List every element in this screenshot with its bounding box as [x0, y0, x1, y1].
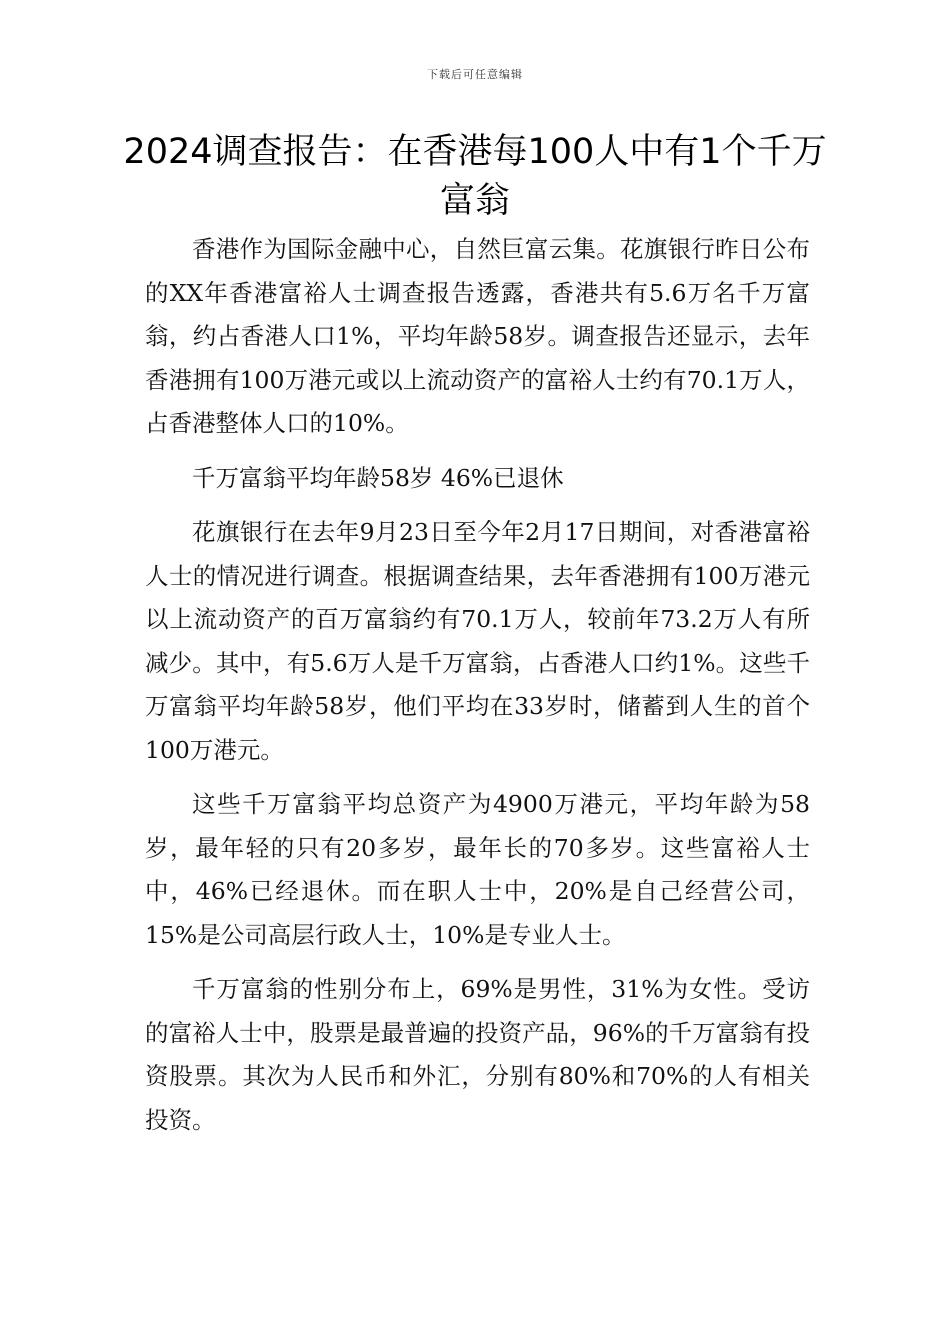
- header-note: 下载后可任意编辑: [427, 68, 523, 81]
- paragraph-survey: 花旗银行在去年9月23日至今年2月17日期间，对香港富裕人士的情况进行调查。根据调查结果，去年香港拥有100万港元以上流动资产的百万富翁约有70.1万人，较前年73.2万人有所减少。其中，有5.6万人是千万富翁，占香港人口约1%。这些千万富翁平均年龄58岁，他们平均在33岁时，储蓄到人生的首个100万港元。: [145, 518, 810, 764]
- document-body: [145, 228, 810, 1153]
- paragraph-intro: 香港作为国际金融中心，自然巨富云集。花旗银行昨日公布的XX年香港富裕人士调查报告透露，香港共有5.6万名千万富翁，约占香港人口1%，平均年龄58岁。调查报告还显示，去年香港拥有100万港元或以上流动资产的富裕人士约有70.1万人，占香港整体人口的10%。: [145, 235, 810, 437]
- paragraph-gender-investment: 千万富翁的性别分布上，69%是男性，31%为女性。受访的富裕人士中，股票是最普遍的投资产品，96%的千万富翁有投资股票。其次为人民币和外汇，分别有80%和70%的人有相关投资。: [145, 975, 810, 1134]
- paragraph-subheading: 千万富翁平均年龄58岁 46%已退休: [192, 463, 564, 492]
- document-title: 2024调查报告：在香港每100人中有1个千万富翁: [123, 132, 827, 221]
- paragraph-assets: 这些千万富翁平均总资产为4900万港元，平均年龄为58岁，最年轻的只有20多岁，最年长的70多岁。这些富裕人士中，46%已经退休。而在职人士中，20%是自己经营公司，15%是公司高层行政人士，10%是专业人士。: [145, 790, 810, 949]
